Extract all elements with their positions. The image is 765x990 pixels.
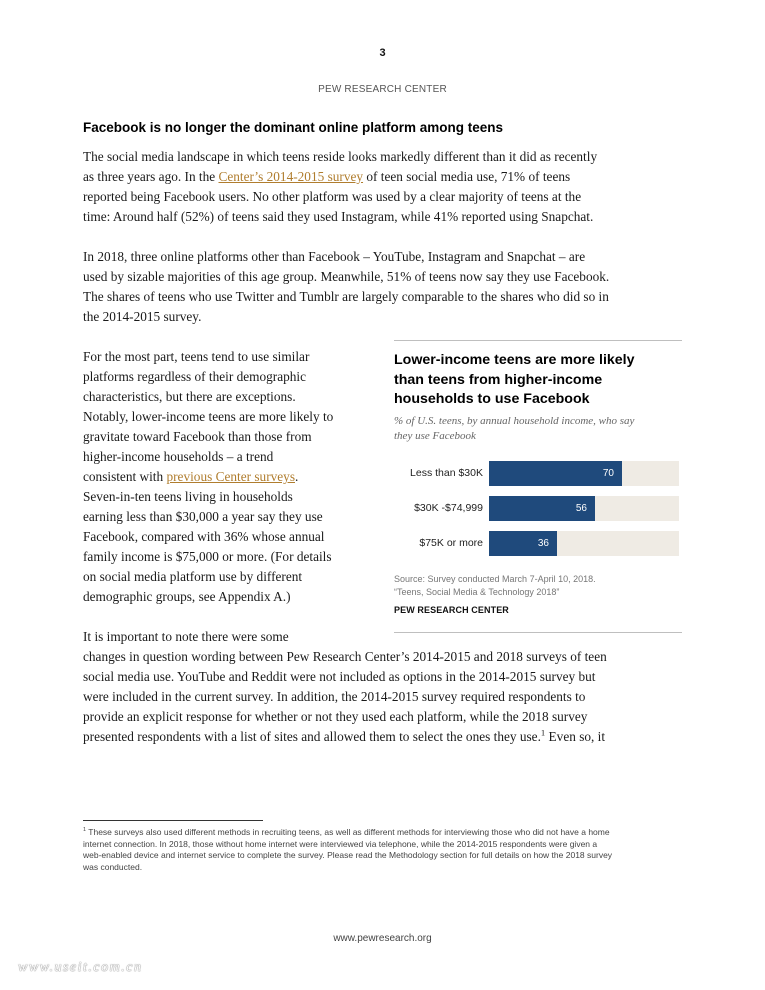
text-line: Seven-in-ten teens living in households <box>83 489 293 504</box>
text-line: on social media platform use by different <box>83 569 303 584</box>
text-line: reported being Facebook users. No other platform was used by a clear majority of teens at the <box>83 189 582 204</box>
paragraph-2 <box>83 247 609 327</box>
footnote-line: web-enabled device and internet service to complete the survey. Please read the Methodology section for full details on how the 2018 survey <box>83 850 613 860</box>
text-line: were included in the current survey. In addition, the 2014-2015 survey required respondents to <box>83 689 586 704</box>
bar-category-label: $75K or more <box>419 537 483 549</box>
paragraph-3 <box>83 347 333 607</box>
page-number: 3 <box>379 47 386 59</box>
text-line: Notably, lower-income teens are more likely to <box>83 409 334 424</box>
bar <box>489 496 595 521</box>
text-line: platforms regardless of their demographic <box>83 369 307 384</box>
paragraph-1 <box>83 147 597 227</box>
text-line: Facebook, compared with 36% whose annual <box>83 529 325 544</box>
bar <box>489 531 557 556</box>
watermark: www.useit.com.cn <box>18 960 143 975</box>
bar-row <box>394 531 682 556</box>
text-fragment: consistent with <box>83 469 167 484</box>
text-line: It is important to note there were some <box>83 629 289 644</box>
text-line: earning less than $30,000 a year say they use <box>83 509 323 524</box>
text-line: used by sizable majorities of this age group. Meanwhile, 51% of teens now say they use Facebook. <box>83 269 610 284</box>
text-line <box>83 727 607 747</box>
chart-source-line: “Teens, Social Media & Technology 2018” <box>394 586 560 597</box>
bar-track <box>489 531 679 556</box>
chart-source <box>394 573 682 598</box>
bar-value-label: 56 <box>575 503 587 514</box>
footnote-ref[interactable]: 1 <box>540 727 546 738</box>
text-fragment: Even so, it <box>545 729 606 744</box>
link-2014-2015-survey[interactable]: Center’s 2014-2015 survey <box>218 169 364 184</box>
text-fragment: These surveys also used different methods in recruiting teens, as well as different methods for interviewing those who did not have a home <box>86 827 610 837</box>
text-line: social media use. YouTube and Reddit were not included as options in the 2014-2015 survey but <box>83 669 596 684</box>
text-line: demographic groups, see Appendix A.) <box>83 589 291 604</box>
chart-title-line: than teens from higher-income <box>394 371 603 388</box>
footnote-number: 1 <box>83 827 87 834</box>
text-line: The social media landscape in which teens reside looks markedly different than it did as recently <box>83 149 598 164</box>
text-fragment: as three years ago. In the <box>83 169 219 184</box>
bar-category-label: $30K -$74,999 <box>414 502 483 514</box>
text-line: higher-income households – a trend <box>83 449 274 464</box>
bar-row <box>394 496 682 521</box>
chart-source-line: Source: Survey conducted March 7-April 10, 2018. <box>394 574 596 584</box>
text-line: time: Around half (52%) of teens said they used Instagram, while 41% reported using Snapchat. <box>83 209 594 224</box>
text-fragment: of teen social media use, 71% of teens <box>363 169 571 184</box>
chart-title-line: households to use Facebook <box>394 391 590 407</box>
text-line <box>83 467 333 487</box>
chart-subtitle-line: they use Facebook <box>394 430 476 442</box>
text-line: changes in question wording between Pew Research Center’s 2014-2015 and 2018 surveys of teen <box>83 649 607 664</box>
text-line: characteristics, but there are exceptions. <box>83 389 296 404</box>
footnote-divider <box>83 820 263 821</box>
bar-track <box>489 461 679 486</box>
text-line: family income is $75,000 or more. (For details <box>83 549 332 564</box>
chart-subtitle <box>394 414 682 444</box>
footnote-line <box>83 827 683 839</box>
running-head: PEW RESEARCH CENTER <box>318 84 447 95</box>
footnote <box>83 827 683 873</box>
chart-brand: PEW RESEARCH CENTER <box>394 605 509 615</box>
chart-subtitle-line: % of U.S. teens, by annual household income, who say <box>394 415 635 427</box>
text-line: the 2014-2015 survey. <box>83 309 202 324</box>
chart-box <box>394 340 682 633</box>
text-line: provide an explicit response for whether or not they used each platform, while the 2018 survey <box>83 709 588 724</box>
bar-track <box>489 496 679 521</box>
paragraph-4 <box>83 627 607 747</box>
chart-title-line: Lower-income teens are more likely <box>394 352 635 368</box>
bar-row <box>394 461 682 486</box>
footer-url: www.pewresearch.org <box>333 933 432 944</box>
text-line: The shares of teens who use Twitter and Tumblr are largely comparable to the shares who did so in <box>83 289 609 304</box>
text-fragment: presented respondents with a list of sites and allowed them to select the ones they use. <box>83 729 541 744</box>
text-line: gravitate toward Facebook than those from <box>83 429 312 444</box>
bar-value-label: 70 <box>602 468 614 479</box>
footnote-line: was conducted. <box>83 861 143 872</box>
section-title: Facebook is no longer the dominant online platform among teens <box>83 120 504 135</box>
bar <box>489 461 622 486</box>
bar-value-label: 36 <box>537 538 549 549</box>
bar-category-label: Less than $30K <box>410 467 483 479</box>
text-line: In 2018, three online platforms other than Facebook – YouTube, Instagram and Snapchat – are <box>83 249 586 264</box>
text-line <box>83 167 597 187</box>
link-previous-center-surveys[interactable]: previous Center surveys <box>166 469 295 484</box>
chart-title <box>394 351 682 410</box>
text-fragment: . <box>295 469 299 484</box>
footnote-line: internet connection. In 2018, those without home internet were interviewed via telephone, while the 2014-2015 respondents were given a <box>83 838 598 849</box>
text-line: For the most part, teens tend to use similar <box>83 349 310 364</box>
